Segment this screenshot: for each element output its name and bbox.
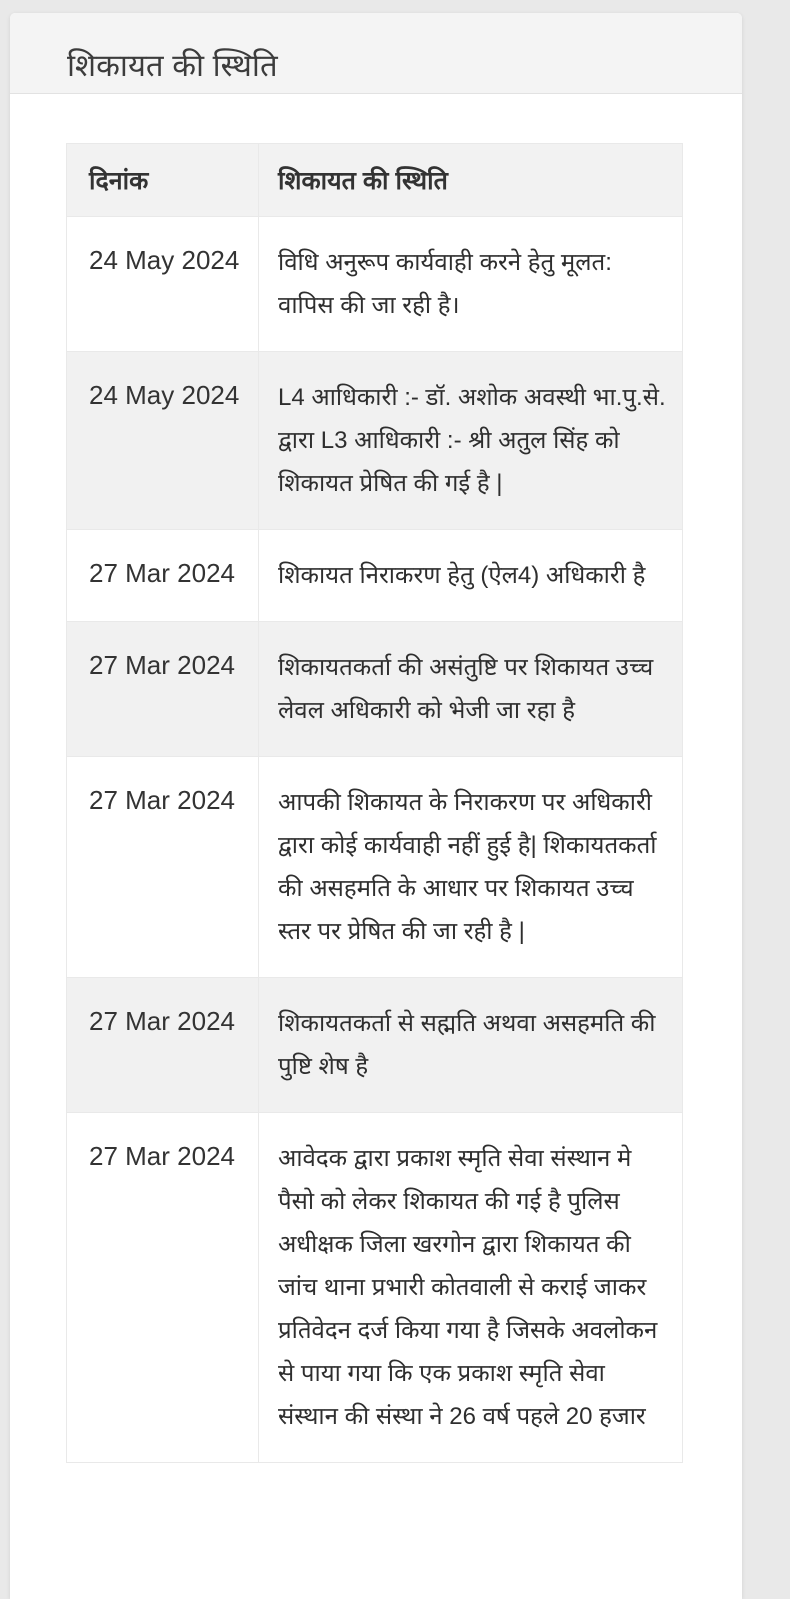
date-cell: 27 Mar 2024 — [67, 1113, 259, 1463]
card-body — [10, 94, 742, 1463]
table-row — [67, 352, 683, 530]
status-cell: शिकायत निराकरण हेतु (ऐल4) अधिकारी है — [259, 530, 683, 622]
page-title: शिकायत की स्थिति — [67, 47, 278, 83]
status-cell: विधि अनुरूप कार्यवाही करने हेतु मूलत: वापिस की जा रही है। — [259, 217, 683, 352]
status-cell: आपकी शिकायत के निराकरण पर अधिकारी द्वारा कोई कार्यवाही नहीं हुई है| शिकायतकर्ता की असहमति के आधार पर शिकायत उच्च स्तर पर प्रेषित की जा रही है | — [259, 757, 683, 978]
table-row — [67, 757, 683, 978]
date-cell: 24 May 2024 — [67, 352, 259, 530]
table-row — [67, 978, 683, 1113]
table-row — [67, 1113, 683, 1463]
date-cell: 27 Mar 2024 — [67, 978, 259, 1113]
status-table — [66, 143, 683, 1463]
status-cell: शिकायतकर्ता की असंतुष्टि पर शिकायत उच्च लेवल अधिकारी को भेजी जा रहा है — [259, 622, 683, 757]
complaint-status-card — [10, 13, 742, 1599]
table-row — [67, 530, 683, 622]
column-header-date: दिनांक — [67, 144, 259, 217]
date-cell: 24 May 2024 — [67, 217, 259, 352]
card-header — [10, 13, 742, 94]
column-header-status: शिकायत की स्थिति — [259, 144, 683, 217]
date-cell: 27 Mar 2024 — [67, 622, 259, 757]
status-cell: L4 आधिकारी :- डॉ. अशोक अवस्थी भा.पु.से. द्वारा L3 आधिकारी :- श्री अतुल सिंह को शिकायत प्रेषित की गई है | — [259, 352, 683, 530]
table-row — [67, 622, 683, 757]
date-cell: 27 Mar 2024 — [67, 530, 259, 622]
table-header-row — [67, 144, 683, 217]
status-cell: आवेदक द्वारा प्रकाश स्मृति सेवा संस्थान मे पैसो को लेकर शिकायत की गई है पुलिस अधीक्षक जिला खरगोन द्वारा शिकायत की जांच थाना प्रभारी कोतवाली से कराई जाकर प्रतिवेदन दर्ज किया गया है जिसके अवलोकन से पाया गया कि एक प्रकाश स्मृति सेवा संस्थान की संस्था ने 26 वर्ष पहले 20 हजार — [259, 1113, 683, 1463]
table-row — [67, 217, 683, 352]
status-table-body — [67, 217, 683, 1463]
status-cell: शिकायतकर्ता से सह्मति अथवा असहमति की पुष्टि शेष है — [259, 978, 683, 1113]
date-cell: 27 Mar 2024 — [67, 757, 259, 978]
